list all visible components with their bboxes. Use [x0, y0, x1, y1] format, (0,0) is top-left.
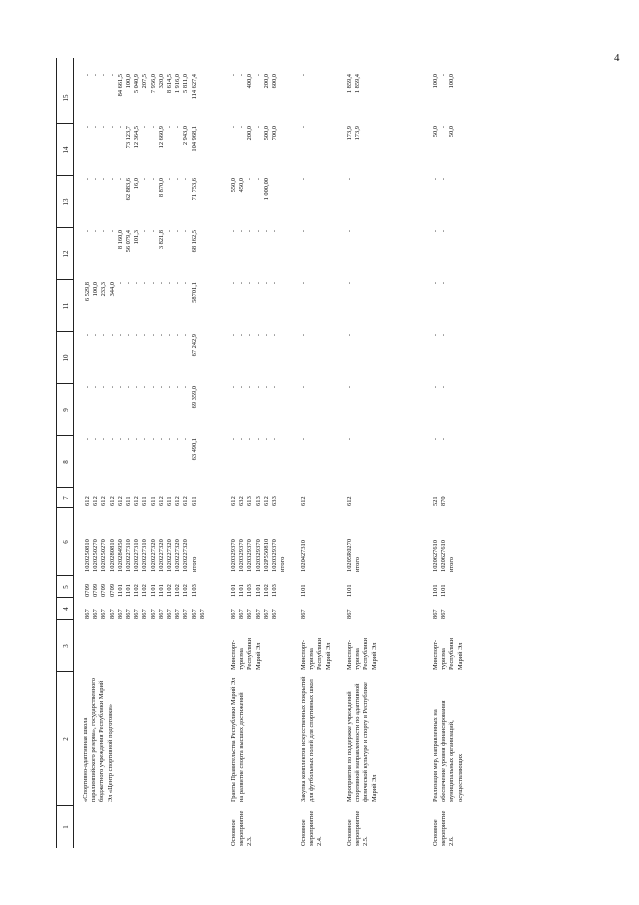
- table-header-rule: [73, 58, 74, 848]
- row3-col12: -: [346, 230, 353, 233]
- row0-col8: - - - - - - - - - - - - - 63 490,1: [84, 438, 198, 461]
- row4-col10: - -: [432, 334, 448, 337]
- row3-col4: 867: [346, 609, 353, 619]
- row1-description: Гранты Правительства Республики Марий Эл на развитие спорта высших достижений: [230, 677, 246, 802]
- col-header: 15: [62, 94, 70, 102]
- col-header: 3: [62, 644, 70, 648]
- row3-col9: -: [346, 386, 353, 389]
- row4-col12: - -: [432, 230, 448, 233]
- row2-executor: Минспорт-туризма Республики Марий Эл: [300, 637, 332, 670]
- row0-col9: - - - - - - - - - - - - - 69 359,0: [84, 386, 198, 409]
- row0-col6: 1020250810 1020250270 1020250270 1020280810 1020284950 1020227310 1020227310 1020227310 1020227320 1020227320 1020227320 1020227320 1020227320 итого: [84, 539, 198, 572]
- row2-description: Закупка комплектов искусственных покрытий для футбольных полей для спортивных школ: [300, 676, 316, 802]
- row2-col7: 612: [300, 496, 307, 506]
- row4-executor: Минспорт-туризма Республики Марий Эл: [432, 637, 464, 670]
- row0-col7: 612 612 612 612 612 611 612 611 611 612 611 612 612 611: [84, 496, 198, 506]
- row1-col8: - - - - - -: [230, 438, 279, 441]
- row1-executor: Минспорт-туризма Республики Марий Эл: [230, 637, 262, 670]
- row4-col15: 100,0 - 100,0: [432, 74, 456, 89]
- row4-col8: - -: [432, 438, 448, 441]
- row0-col11: 6 529,8 100,0 233,3 344,0 - - - - - - - - - 58701,1: [84, 282, 198, 303]
- row3-col8: -: [346, 438, 353, 441]
- row2-col4: 867: [300, 609, 307, 619]
- row4-col14: 50,0 - 50,0: [432, 126, 456, 138]
- row4-col7: 521 870: [432, 496, 448, 506]
- row0-col14: - - - - - 73 123,7 12 364,5 - - 12 660,9 - - 2 943,0 104 968,1: [84, 126, 198, 152]
- row2-col11: -: [300, 282, 307, 285]
- row1-col5: 1101 1101 1103 1101 1102 1103: [230, 584, 279, 597]
- col-header: 8: [62, 460, 70, 464]
- row3-col13: -: [346, 178, 353, 181]
- row3-measure: Основное мероприятие 2.5.: [346, 810, 370, 846]
- rotated-table: [62, 48, 464, 848]
- row2-col8: -: [300, 438, 307, 441]
- row1-col12: - - - - - -: [230, 230, 279, 233]
- row1-col14: - - 200,0 - 500,0 700,0: [230, 126, 279, 141]
- row3-col15: 1 859,4 1 859,4: [346, 74, 362, 94]
- row2-col6: 1020427310: [300, 540, 307, 572]
- row3-description: Мероприятия по поддержке учреждений спортивной направленности по адаптивной физической культуре и спорту в Республике Марий Эл: [346, 682, 378, 802]
- col-header: 11: [62, 302, 70, 310]
- page-number: 4: [614, 52, 620, 64]
- row1-col7: 612 632 613 613 612 633: [230, 496, 279, 506]
- row1-col13: 550,0 450,0 - - 1 000,00: [230, 178, 270, 201]
- row4-col5: 1101 1101: [432, 584, 448, 597]
- col-header: 9: [62, 408, 70, 412]
- row4-col4: 867 867: [432, 609, 448, 619]
- col-header: 5: [62, 585, 70, 589]
- row3-col10: -: [346, 334, 353, 337]
- row3-col7: 612: [346, 496, 353, 506]
- col-header: 2: [62, 737, 70, 741]
- row2-col14: -: [300, 126, 307, 129]
- row0-col5: 0709 0709 0709 0709 1101 1101 1102 1102 1101 1101 1102 1102 1102 1103: [84, 583, 198, 597]
- row1-col15: - - 400,0 - 200,0 600,0: [230, 74, 279, 89]
- row2-col15: -: [300, 74, 307, 77]
- row1-col10: - - - - - -: [230, 334, 279, 337]
- row4-description: Реализация мер, направленных на обеспечение уровня финансирования муниципальных организаций, осуществляющих: [432, 700, 464, 802]
- row0-col10: - - - - - - - - - - - - - 67 242,9: [84, 334, 198, 357]
- row4-col13: - -: [432, 178, 448, 181]
- row0-col4: 867 867 867 867 867 867 867 867 867 867 867 867 867 867 867: [84, 609, 206, 619]
- row0-col15: - - - - 84 661,5 100,0 5 040,9 207,5 7 956,0 320,0 8 614,5 1 916,0 5 811,0 114 627,4: [84, 74, 198, 100]
- row2-measure: Основное мероприятие 2.4.: [300, 810, 324, 846]
- table-top-rule: [56, 58, 57, 848]
- row0-col13: - - - - - 62 883,6 16,0 - - 8 870,0 - - - 71 753,6: [84, 178, 198, 201]
- col-header: 10: [62, 354, 70, 362]
- row0-col12: - - - - 8 160,0 56 079,4 101,3 - - 3 821,8 - - - 68 162,5: [84, 230, 198, 253]
- row4-col11: - -: [432, 282, 448, 285]
- col-header: 6: [62, 540, 70, 544]
- row3-col14: 173,9 173,9: [346, 126, 362, 141]
- row3-executor: Минспорт-туризма Республики Марий Эл: [346, 637, 378, 670]
- row4-measure: Основное мероприятие 2.6.: [432, 810, 456, 846]
- row4-col6: 1020627610 1020627610 итого: [432, 540, 456, 572]
- row1-col11: - - - - - -: [230, 282, 279, 285]
- row2-col10: -: [300, 334, 307, 337]
- col-header: 13: [62, 198, 70, 206]
- row4-col9: - -: [432, 386, 448, 389]
- row1-col9: - - - - - -: [230, 386, 279, 389]
- row3-col11: -: [346, 282, 353, 285]
- row0-description: «Спортивно-адаптивная школа паралимпийского резерва», государственного бюджетного учреждения Республики Марий Эл «Центр спортивной подготовки»: [82, 678, 114, 802]
- col-header: 4: [62, 607, 70, 611]
- row1-col4: 867 867 867 867 867 867: [230, 609, 279, 619]
- row2-col5: 1101: [300, 584, 307, 597]
- row1-col6: 1020329370 1020329370 1020329370 1020329370 102P550810 1020329370 итого: [230, 538, 287, 572]
- row3-col6: 10205R0270 итого: [346, 538, 362, 572]
- row3-col5: 1101: [346, 584, 353, 597]
- row2-col9: -: [300, 386, 307, 389]
- row2-col12: -: [300, 230, 307, 233]
- col-header: 14: [62, 146, 70, 154]
- row1-measure: Основное мероприятие 2.3.: [230, 810, 254, 846]
- row2-col13: -: [300, 178, 307, 181]
- col-header: 7: [62, 496, 70, 500]
- col-header: 1: [62, 825, 70, 829]
- col-header: 12: [62, 250, 70, 258]
